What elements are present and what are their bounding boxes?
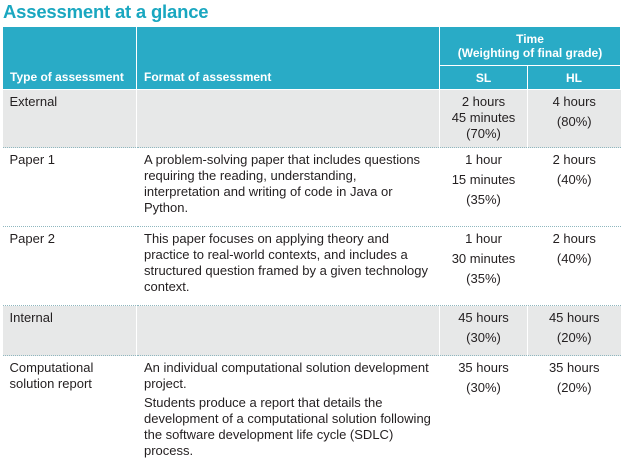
sl-time-cell xyxy=(440,306,528,356)
sl-time-cell xyxy=(440,90,528,148)
hl-weight: (20%) xyxy=(556,330,592,345)
sl-time-line: 1 hour xyxy=(465,231,502,246)
assessment-type: Internal xyxy=(3,306,137,356)
assessment-format xyxy=(137,227,440,306)
sl-time-line: 30 minutes xyxy=(451,251,516,266)
sl-weight: (30%) xyxy=(466,330,501,345)
table-row-external xyxy=(3,90,621,148)
sl-column-header: SL xyxy=(440,66,528,90)
sl-time-line: 45 minutes xyxy=(451,110,516,125)
hl-time-line: 2 hours xyxy=(552,231,596,246)
time-column-header xyxy=(440,27,621,66)
hl-time-line: 35 hours xyxy=(548,360,600,375)
assessment-format xyxy=(137,356,440,465)
hl-time-line: 45 hours xyxy=(548,310,600,325)
page-title: Assessment at a glance xyxy=(3,1,209,22)
time-header-line2: (Weighting of final grade) xyxy=(457,46,603,60)
hl-time-line: 4 hours xyxy=(552,94,596,109)
hl-weight: (80%) xyxy=(556,114,592,129)
sl-weight: (70%) xyxy=(466,126,501,141)
hl-column-header: HL xyxy=(528,66,621,90)
assessment-format xyxy=(137,306,440,356)
hl-time-cell xyxy=(528,356,621,465)
hl-weight: (20%) xyxy=(556,380,592,395)
sl-weight: (30%) xyxy=(466,380,501,395)
assessment-format xyxy=(137,148,440,227)
sl-time-line: 45 hours xyxy=(458,310,509,325)
assessment-type: Paper 1 xyxy=(3,148,137,227)
assessment-format xyxy=(137,90,440,148)
format-paragraph: Students produce a report that details the development of a computational solution following the software development life cycle (SDLC) process. xyxy=(144,395,431,458)
sl-time-cell xyxy=(440,356,528,465)
assessment-type: External xyxy=(3,90,137,148)
hl-time-line: 2 hours xyxy=(552,152,596,167)
time-header-line1: Time xyxy=(516,32,544,46)
assessment-type: Paper 2 xyxy=(3,227,137,306)
sl-weight: (35%) xyxy=(466,271,501,286)
sl-weight: (35%) xyxy=(466,192,501,207)
hl-time-cell xyxy=(528,148,621,227)
sl-time-cell xyxy=(440,148,528,227)
format-column-header: Format of assessment xyxy=(137,27,440,90)
hl-weight: (40%) xyxy=(556,172,592,187)
format-paragraph: This paper focuses on applying theory and practice to real-world contexts, and includes a structured question framed by a given technology context. xyxy=(144,231,429,294)
hl-time-cell xyxy=(528,306,621,356)
sl-time-line: 35 hours xyxy=(458,360,509,375)
table-row-internal xyxy=(3,306,621,356)
assessment-table xyxy=(2,26,621,464)
hl-time-cell xyxy=(528,227,621,306)
table-row-computational-solution-report xyxy=(3,356,621,465)
format-paragraph: An individual computational solution development project. xyxy=(144,360,429,391)
table-row-paper-2 xyxy=(3,227,621,306)
sl-time-line: 15 minutes xyxy=(451,172,516,187)
sl-time-line: 2 hours xyxy=(461,94,506,109)
type-column-header: Type of assessment xyxy=(3,27,137,90)
format-paragraph: A problem-solving paper that includes questions requiring the reading, understanding, interpretation and writing of code in Java or Python. xyxy=(144,152,421,215)
hl-time-cell xyxy=(528,90,621,148)
table-header xyxy=(3,27,621,90)
sl-time-cell xyxy=(440,227,528,306)
hl-weight: (40%) xyxy=(556,251,592,266)
table-row-paper-1 xyxy=(3,148,621,227)
assessment-type: Computational solution report xyxy=(3,356,137,465)
sl-time-line: 1 hour xyxy=(465,152,502,167)
